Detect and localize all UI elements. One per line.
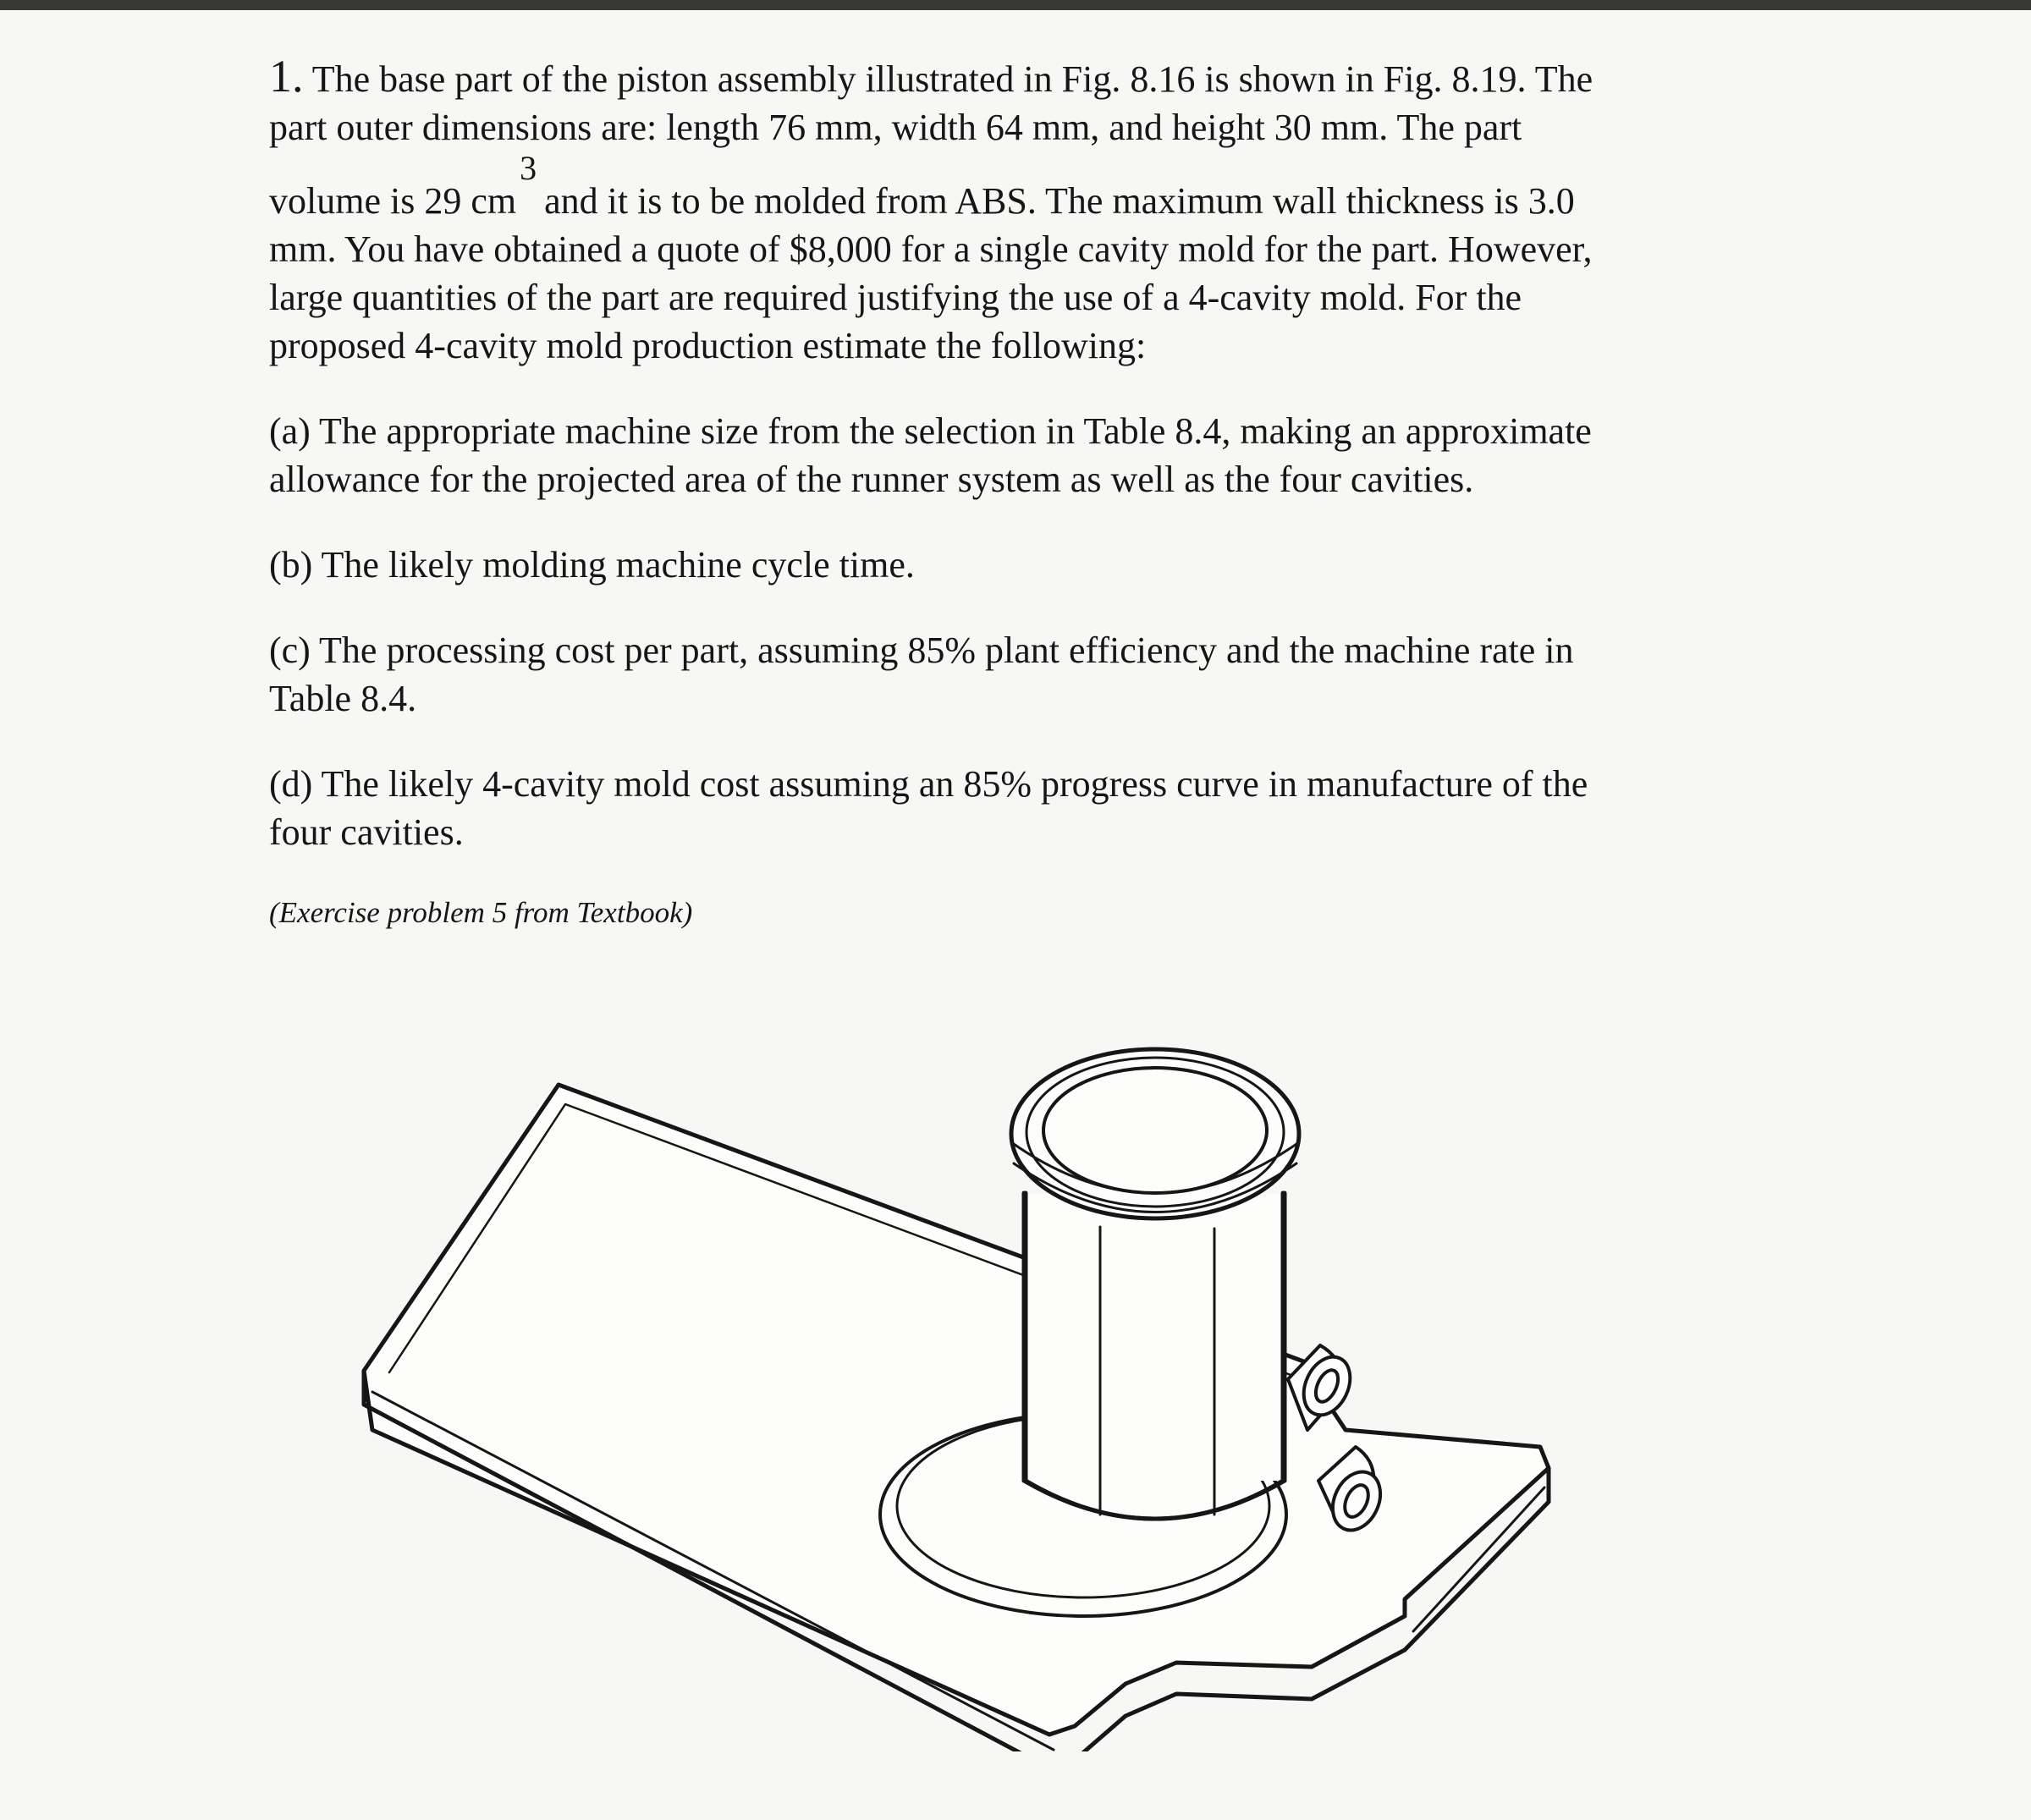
problem-document — [269, 52, 1742, 932]
piston-base-figure — [313, 1007, 1684, 1751]
part-d — [269, 760, 1742, 856]
part-c-line-2: Table 8.4. — [269, 678, 417, 719]
problem-text: The base part of the piston assembly illustrated in Fig. 8.16 is shown in Fig. 8.19. The — [311, 58, 1593, 100]
part-d-line-2: four cavities. — [269, 811, 464, 853]
top-dark-strip — [0, 0, 2031, 10]
problem-line-3: volume is 29 cm3 and it is to be molded from ABS. The maximum wall thickness is 3.0 — [269, 149, 1575, 222]
part-a-line-1: (a) The appropriate machine size from the selection in Table 8.4, making an approximate — [269, 410, 1592, 452]
problem-line-2: part outer dimensions are: length 76 mm, width 64 mm, and height 30 mm. The part — [269, 107, 1522, 148]
problem-line-5: large quantities of the part are required justifying the use of a 4-cavity mold. For the — [269, 277, 1522, 318]
problem-line-4: mm. You have obtained a quote of $8,000 for a single cavity mold for the part. However, — [269, 228, 1593, 270]
part-d-line-1: (d) The likely 4-cavity mold cost assuming an 85% progress curve in manufacture of the — [269, 763, 1588, 805]
part-c — [269, 626, 1742, 723]
problem-line-1 — [269, 52, 1742, 103]
part-c-line-1: (c) The processing cost per part, assuming 85% plant efficiency and the machine rate in — [269, 630, 1574, 671]
problem-line-6: proposed 4-cavity mold production estimate the following: — [269, 325, 1147, 366]
volume-text-rest: and it is to be molded from ABS. The maximum wall thickness is 3.0 — [535, 180, 1575, 222]
part-a — [269, 407, 1742, 503]
base-plate-top — [364, 1085, 1549, 1735]
cylinder-face — [1026, 1193, 1283, 1481]
part-b-line-1: (b) The likely molding machine cycle time. — [269, 544, 915, 586]
problem-number: 1. — [269, 51, 304, 102]
problem-statement — [269, 52, 1742, 370]
part-a-line-2: allowance for the projected area of the runner system as well as the four cavities. — [269, 459, 1474, 500]
part-b — [269, 541, 1742, 589]
source-caption: (Exercise problem 5 from Textbook) — [269, 896, 693, 929]
volume-text: volume is 29 cm — [269, 180, 517, 222]
